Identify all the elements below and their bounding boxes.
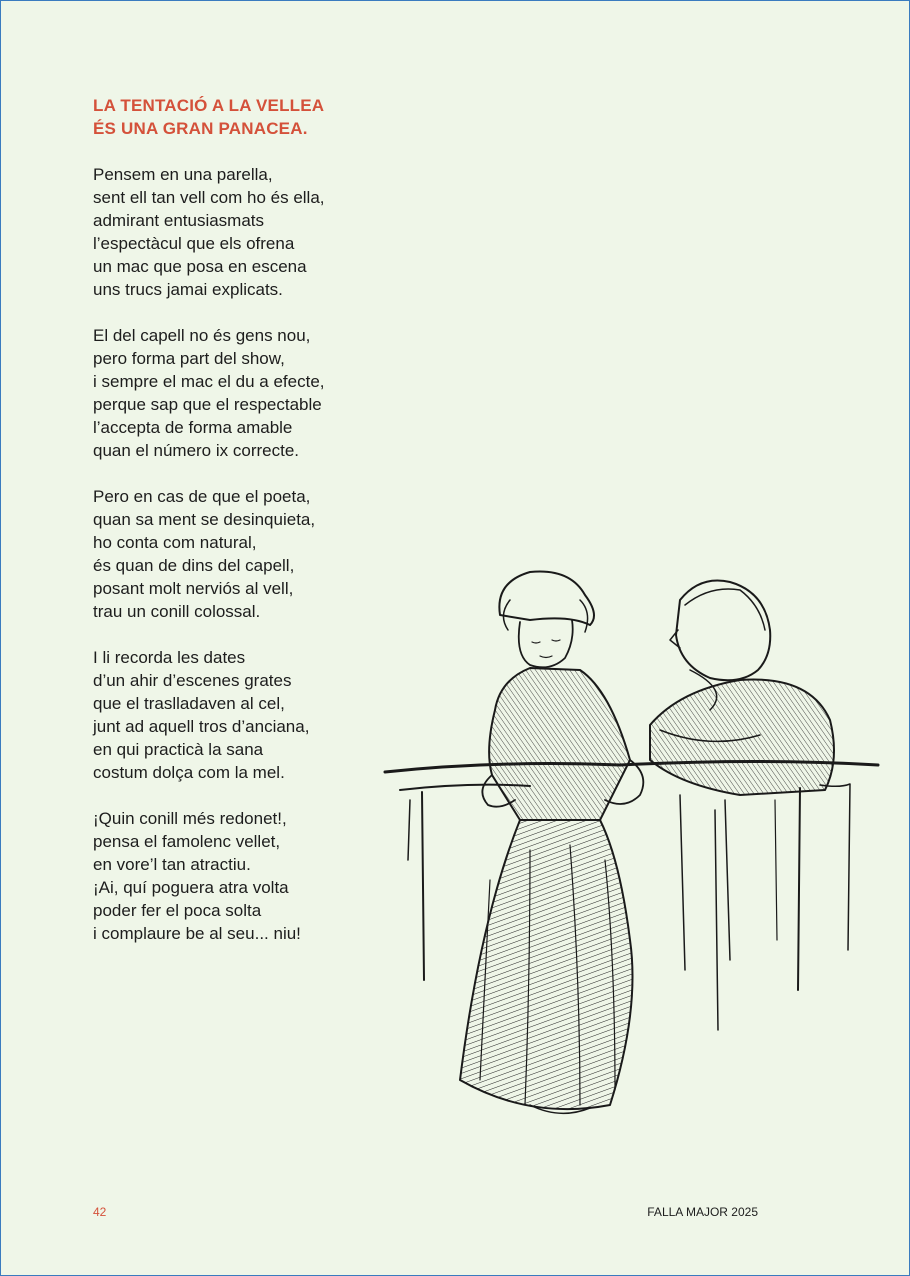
verse: sent ell tan vell com ho és ella, [93,188,325,207]
title-line: LA TENTACIÓ A LA VELLEA [93,96,325,115]
verse: posant molt nerviós al vell, [93,579,294,598]
verse: l’espectàcul que els ofrena [93,234,295,253]
verse: trau un conill colossal. [93,602,261,621]
stanza [93,324,393,462]
verse: l’accepta de forma amable [93,418,293,437]
stanza [93,163,393,301]
verse: ¡Quin conill més redonet!, [93,809,287,828]
couple-illustration [380,560,880,1160]
verse: d’un ahir d’escenes grates [93,671,292,690]
verse: quan sa ment se desinquieta, [93,510,316,529]
verse: ¡Ai, quí poguera atra volta [93,878,289,897]
verse: costum dolça com la mel. [93,763,285,782]
verse: Pensem en una parella, [93,165,273,184]
verse: en qui practicà la sana [93,740,264,759]
woman-figure [460,571,643,1113]
verse: admirant entusiasmats [93,211,265,230]
verse: un mac que posa en escena [93,257,307,276]
publication-name: FALLA MAJOR 2025 [647,1205,758,1219]
verse: és quan de dins del capell, [93,556,295,575]
verse: i complaure be al seu... niu! [93,924,301,943]
verse: i sempre el mac el du a efecte, [93,372,325,391]
verse: perque sap que el respectable [93,395,322,414]
stanza [93,646,393,784]
verse: ho conta com natural, [93,533,257,552]
verse: El del capell no és gens nou, [93,326,311,345]
stanza [93,485,393,623]
page-number: 42 [93,1205,107,1219]
verse: que el traslladaven al cel, [93,694,285,713]
verse: Pero en cas de que el poeta, [93,487,311,506]
verse: poder fer el poca solta [93,901,262,920]
verse: en vore’l tan atractiu. [93,855,251,874]
verse: I li recorda les dates [93,648,246,667]
stanza [93,807,393,945]
title-line: ÉS UNA GRAN PANACEA. [93,119,308,138]
old-man-figure [650,580,834,970]
verse: uns trucs jamai explicats. [93,280,283,299]
verse: quan el número ix correcte. [93,441,299,460]
poem-title [93,94,324,140]
verse: pensa el famolenc vellet, [93,832,281,851]
poem-body [93,163,393,968]
verse: pero forma part del show, [93,349,285,368]
verse: junt ad aquell tros d’anciana, [93,717,310,736]
